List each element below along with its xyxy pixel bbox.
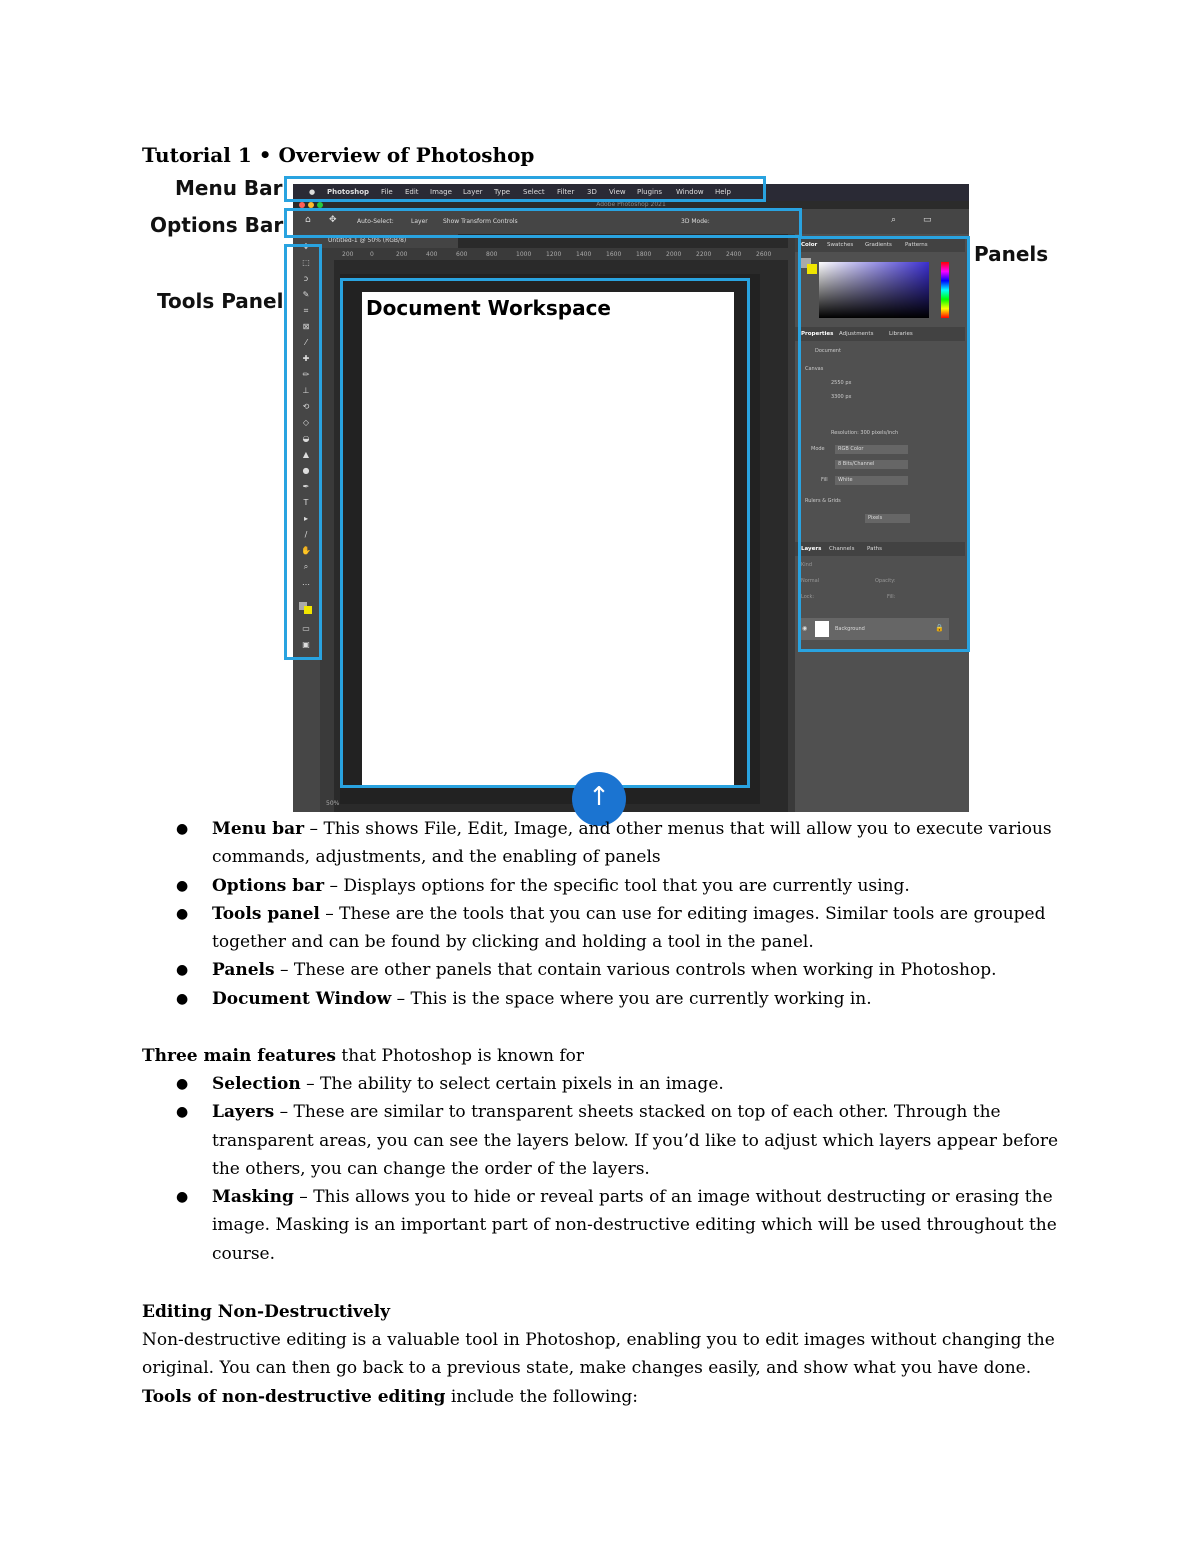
bullet: ● bbox=[176, 990, 189, 1007]
healing-icon: ✚ bbox=[302, 354, 310, 363]
menu-item: Type bbox=[494, 188, 511, 196]
panel-tab: Patterns bbox=[905, 242, 928, 248]
ruler-tick: 2600 bbox=[756, 251, 772, 258]
list-item bbox=[0, 900, 1072, 957]
panel-tab: Color bbox=[801, 242, 818, 248]
photoshop-overview-figure bbox=[140, 172, 1060, 812]
move-icon: ✥ bbox=[302, 242, 310, 251]
menu-item: View bbox=[609, 188, 626, 196]
section-heading-nondestructive: Editing Non-Destructively bbox=[142, 1302, 391, 1322]
menu-item: Select bbox=[523, 188, 545, 196]
document-tab: Untitled-1 @ 50% (RGB/8) bbox=[320, 234, 458, 248]
menu-item: File bbox=[381, 188, 393, 196]
quick-select-icon: ✎ bbox=[302, 290, 310, 299]
ruler-tick: 0 bbox=[370, 251, 374, 258]
properties-fill-select: White bbox=[835, 476, 908, 485]
menu-item: 3D bbox=[587, 188, 597, 196]
pen-icon: ✒ bbox=[302, 482, 310, 491]
list-text: – These are similar to transparent sheets stacked on top of each other. Through the transparent areas, you can see the layers below. If you’d like to adjust which layers appear before the others, you can change the order of the layers. bbox=[212, 1102, 1059, 1179]
ruler-tick: 2000 bbox=[666, 251, 682, 258]
list-item bbox=[0, 956, 1072, 984]
bullet: ● bbox=[176, 1189, 189, 1206]
bullet: ● bbox=[176, 821, 189, 837]
option-3d-mode: 3D Mode: bbox=[681, 218, 710, 225]
panel-tab: Properties bbox=[801, 331, 834, 337]
bullet: ● bbox=[176, 1104, 189, 1121]
features-intro-bold: Three main features bbox=[142, 1046, 336, 1066]
ruler-tick: 400 bbox=[426, 251, 438, 258]
features-intro bbox=[142, 1042, 1072, 1070]
annotation-menu-bar: Menu Bar bbox=[175, 176, 283, 200]
properties-canvas-label: Canvas bbox=[805, 366, 824, 372]
gradient-icon: ◒ bbox=[302, 434, 310, 443]
list-text: – This shows File, Edit, Image, and other menus that will allow you to execute various commands, adjustments, and the enabling of panels bbox=[212, 819, 1052, 868]
ruler-tick: 1400 bbox=[576, 251, 592, 258]
line-icon: / bbox=[304, 530, 308, 539]
stamp-icon: ⊥ bbox=[302, 386, 310, 395]
properties-width: 2550 px bbox=[831, 380, 852, 386]
list-text: – This is the space where you are currently working in. bbox=[391, 988, 872, 1009]
tools-bold: Tools of non-destructive editing bbox=[142, 1387, 446, 1407]
lock-icon: 🔒 bbox=[935, 624, 944, 632]
ps-window-title: Adobe Photoshop 2021 bbox=[293, 201, 969, 209]
menu-item: Filter bbox=[557, 188, 575, 196]
panel-tab: Paths bbox=[867, 546, 882, 552]
callout-options-bar bbox=[284, 208, 802, 238]
layers-opacity: Opacity: bbox=[875, 578, 896, 584]
list-item bbox=[0, 1183, 1072, 1268]
screen-mode-icon: ▣ bbox=[302, 640, 310, 649]
list-text: – This allows you to hide or reveal parts of an image without destructing or erasing the image. Masking is an important part of non-destructive editing which will be used throughout the course. bbox=[212, 1187, 1057, 1264]
layers-lock: Lock: bbox=[801, 594, 815, 600]
callout-menu-bar bbox=[284, 176, 766, 202]
nondestructive-paragraph: Non-destructive editing is a valuable tool in Photoshop, enabling you to edit images without changing the original. You can then go back to a previous state, make changes easily, and show what you have done. bbox=[142, 1330, 1055, 1379]
list-term: Layers bbox=[212, 1102, 275, 1123]
list-term: Masking bbox=[212, 1187, 294, 1208]
ruler-tick: 1000 bbox=[516, 251, 532, 258]
properties-resolution: Resolution: 300 pixels/inch bbox=[831, 430, 899, 436]
path-select-icon: ▸ bbox=[303, 514, 308, 523]
eye-icon: ◉ bbox=[802, 625, 808, 632]
brush-icon: ✏ bbox=[302, 370, 310, 379]
tools-rest: include the following: bbox=[445, 1387, 638, 1407]
workspace-icon: ▭ bbox=[923, 215, 932, 225]
menu-item: Edit bbox=[405, 188, 419, 196]
ruler-tick: 1800 bbox=[636, 251, 652, 258]
properties-fill-label: Fill bbox=[821, 477, 828, 483]
vertical-ruler bbox=[320, 248, 334, 812]
history-brush-icon: ⟲ bbox=[302, 402, 310, 411]
panel-tab: Libraries bbox=[889, 331, 913, 337]
hand-icon: ✋ bbox=[301, 546, 311, 555]
quick-mask-icon: ▭ bbox=[302, 624, 310, 633]
eyedropper-icon: ⁄ bbox=[305, 338, 307, 347]
annotation-options-bar: Options Bar bbox=[150, 213, 284, 237]
menu-item: Photoshop bbox=[327, 188, 370, 196]
layer-name: Background bbox=[835, 626, 865, 632]
properties-units-select: Pixels bbox=[865, 514, 910, 523]
menu-item: Layer bbox=[463, 188, 483, 196]
ruler-tick: 600 bbox=[456, 251, 468, 258]
zoom-icon: ⌕ bbox=[303, 562, 309, 571]
annotation-document-workspace: Document Workspace bbox=[366, 296, 611, 320]
callout-tools-panel bbox=[284, 244, 322, 660]
list-text: – Displays options for the specific tool that you are currently using. bbox=[324, 875, 910, 896]
search-icon: ⌕ bbox=[891, 215, 897, 225]
layers-filter-kind: Kind bbox=[801, 562, 813, 568]
more-icon: … bbox=[302, 578, 310, 587]
lasso-icon: ↄ bbox=[303, 274, 309, 283]
ruler-tick: 200 bbox=[342, 251, 354, 258]
ruler-tick: 1200 bbox=[546, 251, 562, 258]
option-layer: Layer bbox=[411, 218, 428, 225]
ruler-tick: 1600 bbox=[606, 251, 622, 258]
type-icon: T bbox=[303, 498, 309, 507]
option-transform: Show Transform Controls bbox=[443, 218, 518, 225]
list-item bbox=[0, 815, 1072, 872]
dodge-icon: ● bbox=[302, 466, 310, 475]
bullet: ● bbox=[176, 962, 189, 979]
layers-blend-mode: Normal bbox=[801, 578, 820, 584]
panel-tab: Adjustments bbox=[839, 331, 874, 337]
panel-tab: Channels bbox=[829, 546, 855, 552]
properties-doc-label: Document bbox=[815, 348, 841, 354]
list-text: – The ability to select certain pixels in an image. bbox=[300, 1074, 724, 1094]
annotation-tools-panel: Tools Panel bbox=[157, 289, 284, 313]
callout-document-workspace bbox=[340, 278, 750, 788]
frame-icon: ⊠ bbox=[302, 322, 310, 331]
crop-icon: ⌗ bbox=[303, 306, 309, 315]
annotation-panels: Panels bbox=[974, 242, 1049, 266]
list-term: Options bar bbox=[212, 875, 325, 896]
horizontal-ruler bbox=[334, 248, 788, 260]
properties-mode-label: Mode bbox=[811, 446, 825, 452]
features-intro-rest: that Photoshop is known for bbox=[335, 1046, 585, 1066]
apple-icon: ● bbox=[309, 188, 316, 196]
features-list bbox=[0, 1070, 1072, 1268]
bullet: ● bbox=[176, 905, 189, 922]
ruler-tick: 200 bbox=[396, 251, 408, 258]
list-item bbox=[0, 1070, 1072, 1098]
panel-tab: Layers bbox=[801, 546, 822, 552]
properties-height: 3300 px bbox=[831, 394, 852, 400]
option-auto-select: Auto-Select: bbox=[357, 218, 394, 225]
list-term: Tools panel bbox=[212, 903, 320, 924]
list-item bbox=[0, 872, 1072, 900]
properties-rulers-label: Rulers & Grids bbox=[805, 498, 841, 504]
list-item bbox=[0, 1098, 1072, 1183]
page-title: Tutorial 1 • Overview of Photoshop bbox=[142, 143, 535, 167]
menu-item: Window bbox=[676, 188, 704, 196]
ruler-tick: 2200 bbox=[696, 251, 712, 258]
properties-mode-select: RGB Color bbox=[835, 445, 908, 454]
list-term: Selection bbox=[212, 1074, 301, 1094]
menu-item: Image bbox=[430, 188, 452, 196]
interface-parts-list bbox=[0, 815, 1072, 1013]
ruler-tick: 2400 bbox=[726, 251, 742, 258]
menu-item: Plugins bbox=[637, 188, 663, 196]
list-item bbox=[0, 985, 1072, 1013]
list-text: – These are other panels that contain various controls when working in Photoshop. bbox=[274, 960, 997, 981]
home-icon: ⌂ bbox=[305, 215, 311, 225]
list-text: – These are the tools that you can use for editing images. Similar tools are grouped together and can be found by clicking and holding a tool in the panel. bbox=[212, 903, 1046, 953]
nondestructive-tools-line bbox=[142, 1383, 1072, 1411]
panel-tab: Swatches bbox=[827, 242, 854, 248]
blur-icon: ▲ bbox=[302, 450, 310, 459]
menu-item: Help bbox=[715, 188, 731, 196]
bullet: ● bbox=[176, 1076, 189, 1092]
arrow-up-icon: ↑ bbox=[588, 782, 610, 812]
panel-tab: Gradients bbox=[865, 242, 892, 248]
list-term: Menu bar bbox=[212, 819, 305, 839]
eraser-icon: ◇ bbox=[302, 418, 310, 427]
callout-panels bbox=[798, 236, 970, 652]
layers-fill: Fill: bbox=[887, 594, 896, 600]
list-term: Panels bbox=[212, 960, 275, 981]
marquee-icon: ⬚ bbox=[302, 258, 310, 267]
move-tool-icon: ✥ bbox=[329, 215, 337, 225]
status-zoom: 50% bbox=[326, 800, 340, 807]
ruler-tick: 800 bbox=[486, 251, 498, 258]
list-term: Document Window bbox=[212, 988, 392, 1009]
properties-depth-select: 8 Bits/Channel bbox=[835, 460, 908, 469]
bullet: ● bbox=[176, 877, 189, 894]
